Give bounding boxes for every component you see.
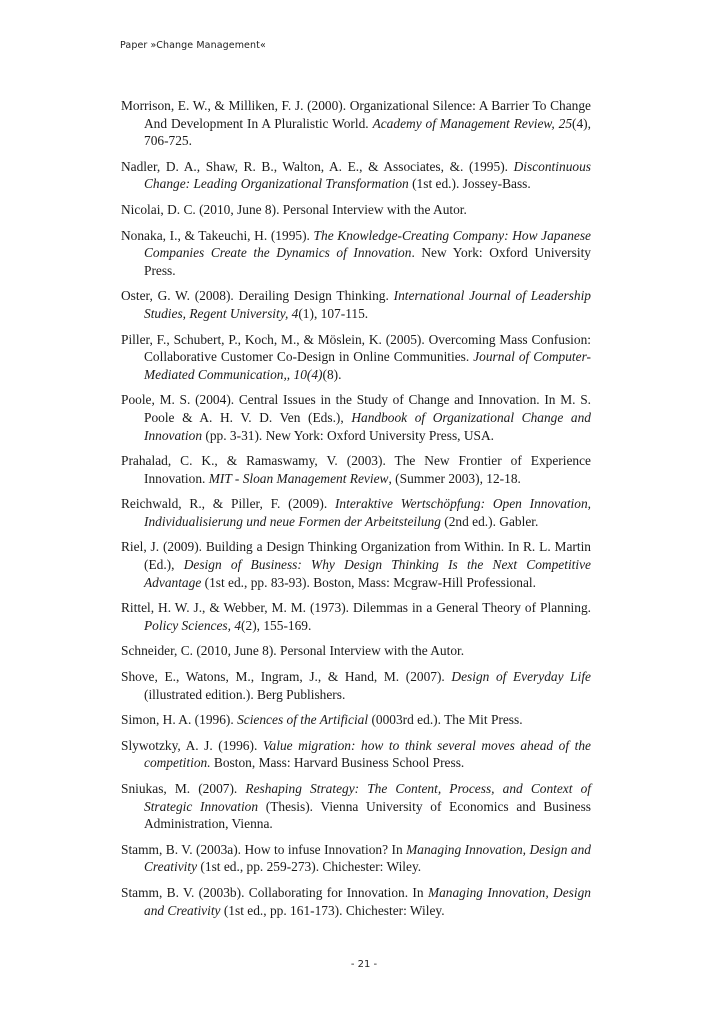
reference-entry — [121, 201, 591, 219]
reference-text: (4), 706-725. — [144, 115, 591, 149]
reference-text: (2), 155-169. — [241, 617, 312, 633]
reference-text: (pp. 3-31). New York: Oxford University Press, USA. — [202, 427, 494, 443]
reference-title-italic: Design of Everyday Life — [451, 669, 591, 685]
reference-title-italic: Discontinuous Change: Leading Organizational Transformation — [144, 158, 591, 192]
reference-text: Reichwald, R., & Piller, F. (2009). — [121, 496, 335, 512]
reference-text: (1st ed.). Jossey-Bass. — [408, 176, 531, 192]
reference-title-italic: Managing Innovation, Design and Creativity — [144, 884, 591, 918]
reference-entry — [121, 599, 591, 634]
reference-text: Slywotzky, A. J. (1996). — [121, 737, 263, 753]
reference-text: . New York: Oxford University Press. — [144, 245, 591, 278]
reference-text: Nonaka, I., & Takeuchi, H. (1995). — [121, 227, 314, 243]
reference-text: Morrison, E. W., & Milliken, F. J. (2000). Organizational Silence: A Barrier To Change And Development In A Pluralistic World. — [121, 98, 591, 131]
reference-entry — [121, 287, 591, 322]
reference-entry — [121, 391, 591, 444]
reference-title-italic: International Journal of Leadership Studies, Regent University, 4 — [144, 288, 591, 321]
reference-text: Shove, E., Watons, M., Ingram, J., & Hand, M. (2007). — [121, 669, 452, 685]
reference-text: Poole, M. S. (2004). Central Issues in the Study of Change and Innovation. In M. S. Poole & A. H. V. D. Ven (Eds.), — [121, 392, 591, 425]
reference-text: Nicolai, D. C. (2010, June 8). Personal Interview with the Autor. — [121, 201, 467, 217]
reference-entry — [121, 780, 591, 833]
reference-text: Riel, J. (2009). Building a Design Thinking Organization from Within. In R. L. Martin (Ed.), — [121, 539, 591, 573]
reference-entry — [121, 495, 591, 530]
page-number: - 21 - — [350, 959, 378, 970]
reference-text: Sniukas, M. (2007). — [121, 781, 246, 796]
reference-text: (2nd ed.). Gabler. — [440, 513, 539, 529]
reference-entry — [121, 642, 591, 660]
reference-text: Nadler, D. A., Shaw, R. B., Walton, A. E., & Associates, &. (1995). — [121, 158, 514, 174]
reference-entry — [121, 841, 591, 876]
reference-entry — [121, 97, 591, 150]
reference-entry — [121, 538, 591, 591]
reference-list — [121, 97, 591, 927]
reference-text: Rittel, H. W. J., & Webber, M. M. (1973). Dilemmas in a General Theory of Planning. — [121, 600, 591, 616]
reference-text: Piller, F., Schubert, P., Koch, M., & Möslein, K. (2005). Overcoming Mass Confusion: Collaborative Customer Co-Design in Online Communities. — [121, 331, 591, 365]
reference-entry — [121, 737, 591, 772]
reference-text: (Thesis). Vienna University of Economics and Business Administration, Vienna. — [144, 798, 591, 832]
reference-text: (1st ed., pp. 259-273). Chichester: Wiley. — [197, 859, 422, 875]
reference-text: Stamm, B. V. (2003b). Collaborating for Innovation. In — [121, 884, 428, 900]
reference-entry — [121, 884, 591, 919]
reference-text: (1st ed., pp. 83-93). Boston, Mass: Mcgraw-Hill Professional. — [201, 574, 536, 590]
reference-text: (1st ed., pp. 161-173). Chichester: Wiley. — [220, 902, 445, 918]
reference-text: Boston, Mass: Harvard Business School Press. — [210, 755, 465, 771]
reference-entry — [121, 668, 591, 703]
reference-title-italic: Managing Innovation, Design and Creativity — [144, 841, 591, 875]
reference-title-italic: MIT - Sloan Management Review — [208, 470, 389, 486]
running-header: Paper »Change Management« — [120, 40, 266, 51]
reference-title-italic: Interaktive Wertschöpfung: Open Innovation, Individualisierung und neue Formen der Arbeitsteilung — [144, 496, 591, 529]
reference-text: Schneider, C. (2010, June 8). Personal Interview with the Autor. — [121, 643, 465, 659]
reference-title-italic: Academy of Management Review, 25 — [372, 115, 573, 131]
reference-text: , (Summer 2003), 12-18. — [388, 470, 521, 486]
reference-title-italic: Journal of Computer-Mediated Communication,, 10(4) — [144, 349, 591, 382]
reference-text: (0003rd ed.). The Mit Press. — [368, 712, 523, 728]
reference-text: Prahalad, C. K., & Ramaswamy, V. (2003). The New Frontier of Experience Innovation. — [121, 453, 591, 486]
reference-text: Simon, H. A. (1996). — [121, 712, 238, 728]
reference-entry — [121, 331, 591, 384]
reference-entry — [121, 452, 591, 487]
reference-title-italic: Value migration: how to think several moves ahead of the competition. — [144, 737, 591, 771]
reference-text: Stamm, B. V. (2003a). How to infuse Innovation? In — [121, 841, 407, 857]
reference-entry — [121, 158, 591, 193]
reference-title-italic: Policy Sciences, 4 — [144, 617, 242, 633]
reference-title-italic: Sciences of the Artificial — [237, 712, 369, 728]
reference-text: Oster, G. W. (2008). Derailing Design Thinking. — [121, 288, 394, 304]
reference-title-italic: Handbook of Organizational Change and Innovation — [144, 409, 591, 443]
reference-title-italic: The Knowledge-Creating Company: How Japanese Companies Create the Dynamics of Innovation — [144, 227, 591, 261]
reference-text: (8). — [322, 366, 342, 382]
reference-text: (illustrated edition.). Berg Publishers. — [144, 686, 346, 702]
reference-entry — [121, 227, 591, 280]
reference-title-italic: Reshaping Strategy: The Content, Process, and Context of Strategic Innovation — [144, 781, 591, 814]
reference-entry — [121, 711, 591, 729]
reference-text: (1), 107-115. — [298, 305, 369, 321]
reference-title-italic: Design of Business: Why Design Thinking Is the Next Competitive Advantage — [144, 557, 591, 590]
